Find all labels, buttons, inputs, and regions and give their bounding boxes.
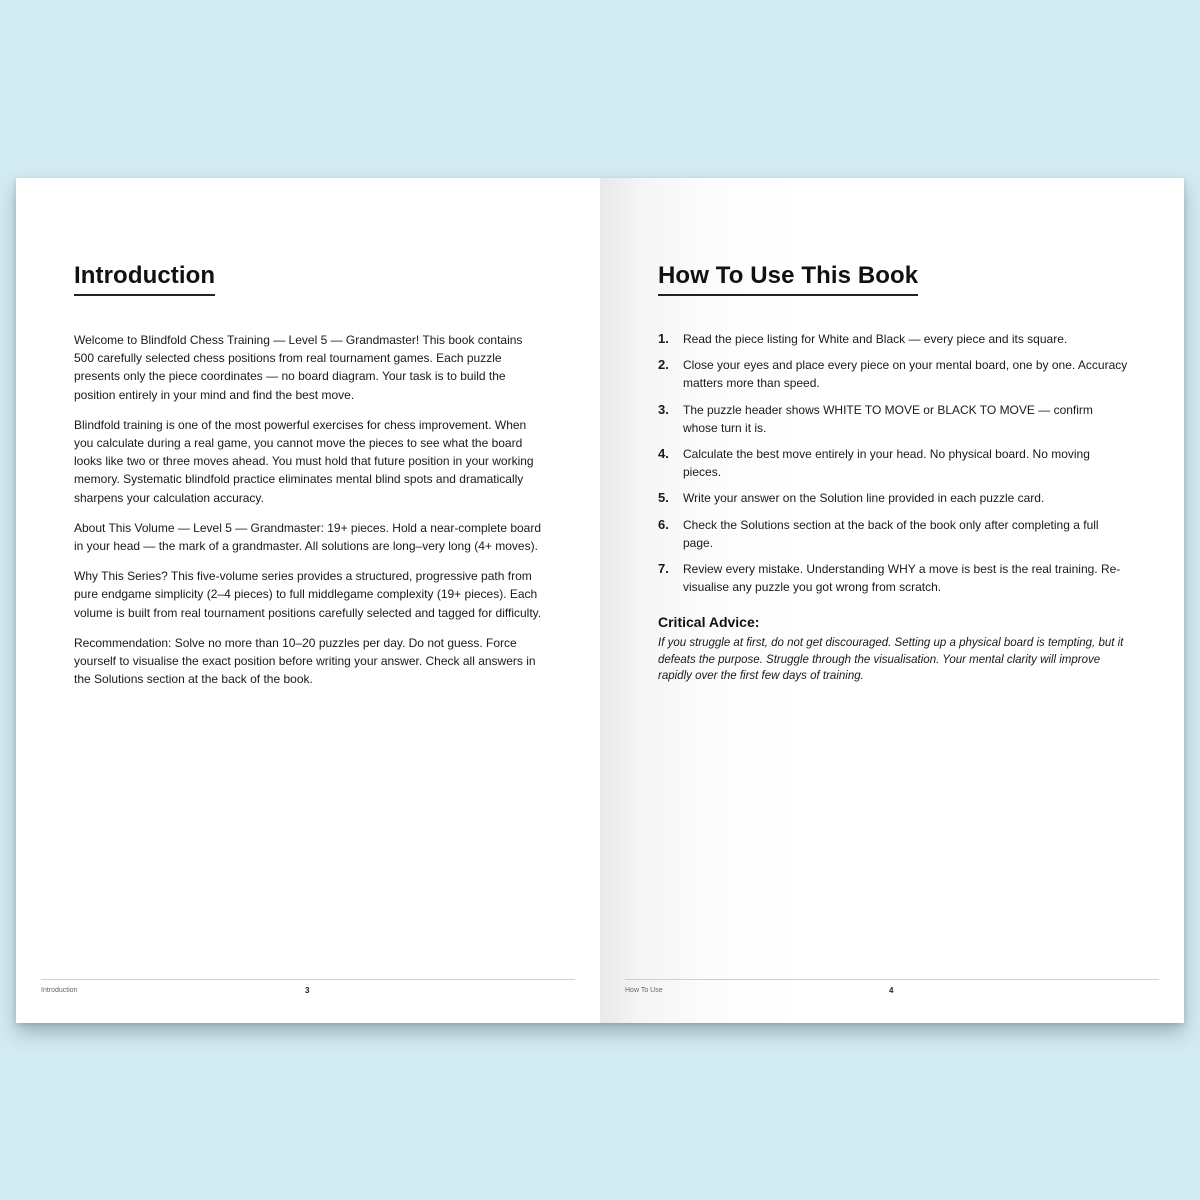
- step-number: 5.: [658, 490, 669, 506]
- list-item: [658, 489, 1128, 507]
- step-number: 3.: [658, 401, 669, 417]
- list-item: [658, 516, 1128, 552]
- paragraph: Why This Series? This five-volume series provides a structured, progressive path from pure endgame simplicity (2–4 pieces) to full middlegame complexity (19+ pieces). Each volume is built from real tournament positions carefully selected and tagged for difficulty.: [74, 569, 542, 620]
- list-item: [658, 445, 1128, 481]
- step-text: Write your answer on the Solution line provided in each puzzle card.: [683, 491, 1045, 506]
- list-item: [658, 560, 1128, 596]
- step-text: Close your eyes and place every piece on your mental board, one by one. Accuracy matters more than speed.: [683, 358, 1128, 391]
- footer-section-label: How To Use: [625, 987, 663, 994]
- step-text: Check the Solutions section at the back of the book only after completing a full page.: [683, 517, 1099, 550]
- step-number: 1.: [658, 331, 669, 346]
- instruction-list: [658, 330, 1128, 604]
- page-footer: [625, 979, 1159, 1000]
- paragraph: About This Volume — Level 5 — Grandmaster: 19+ pieces. Hold a near-complete board in your head — the mark of a grandmaster. All solutions are long–very long (4+ moves).: [74, 520, 542, 554]
- step-text: Read the piece listing for White and Black — every piece and its square.: [683, 332, 1068, 346]
- list-item: [658, 356, 1128, 392]
- book-spread: [16, 178, 1184, 1023]
- page-title: How To Use This Book: [658, 262, 918, 296]
- list-item: [658, 401, 1128, 437]
- left-page: [16, 178, 600, 1023]
- list-item: [658, 330, 1128, 348]
- step-number: 2.: [658, 357, 669, 373]
- step-number: 7.: [658, 561, 669, 577]
- intro-body: [74, 331, 544, 700]
- page-number: 3: [305, 986, 310, 995]
- paragraph: Recommendation: Solve no more than 10–20 puzzles per day. Do not guess. Force yourself to visualise the exact position before writing your answer. Check all answers in the Solutions section at the back of the book.: [74, 635, 536, 687]
- step-text: Calculate the best move entirely in your head. No physical board. No moving pieces.: [683, 447, 1090, 480]
- step-number: 6.: [658, 516, 669, 532]
- advice-heading: Critical Advice:: [658, 614, 760, 630]
- step-text: Review every mistake. Understanding WHY a move is best is the real training. Re-visualise any puzzle you got wrong from scratch.: [683, 562, 1121, 595]
- step-text: The puzzle header shows WHITE TO MOVE or BLACK TO MOVE — confirm whose turn it is.: [683, 402, 1093, 435]
- advice-text: If you struggle at first, do not get discouraged. Setting up a physical board is tempting, but it defeats the purpose. Struggle through the visualisation. Your mental clarity will improve rapidly over the first few days of training.: [658, 637, 1124, 683]
- footer-section-label: Introduction: [41, 987, 78, 994]
- page-number: 4: [889, 986, 894, 995]
- step-number: 4.: [658, 446, 669, 462]
- right-page: [600, 178, 1184, 1023]
- page-title: Introduction: [74, 262, 215, 296]
- paragraph: Welcome to Blindfold Chess Training — Level 5 — Grandmaster! This book contains 500 carefully selected chess positions from real tournament games. Each puzzle presents only the piece coordinates — no board diagram. Your task is to build the position entirely in your mind and find the best move.: [74, 333, 523, 402]
- paragraph: Blindfold training is one of the most powerful exercises for chess improvement. When you calculate during a real game, you cannot move the pieces to see what the board looks like two or three moves ahead. You must hold that future position in your working memory. Systematic blindfold practice eliminates mental blind spots and dramatically sharpens your calculation accuracy.: [74, 417, 534, 505]
- page-footer: [41, 979, 575, 1000]
